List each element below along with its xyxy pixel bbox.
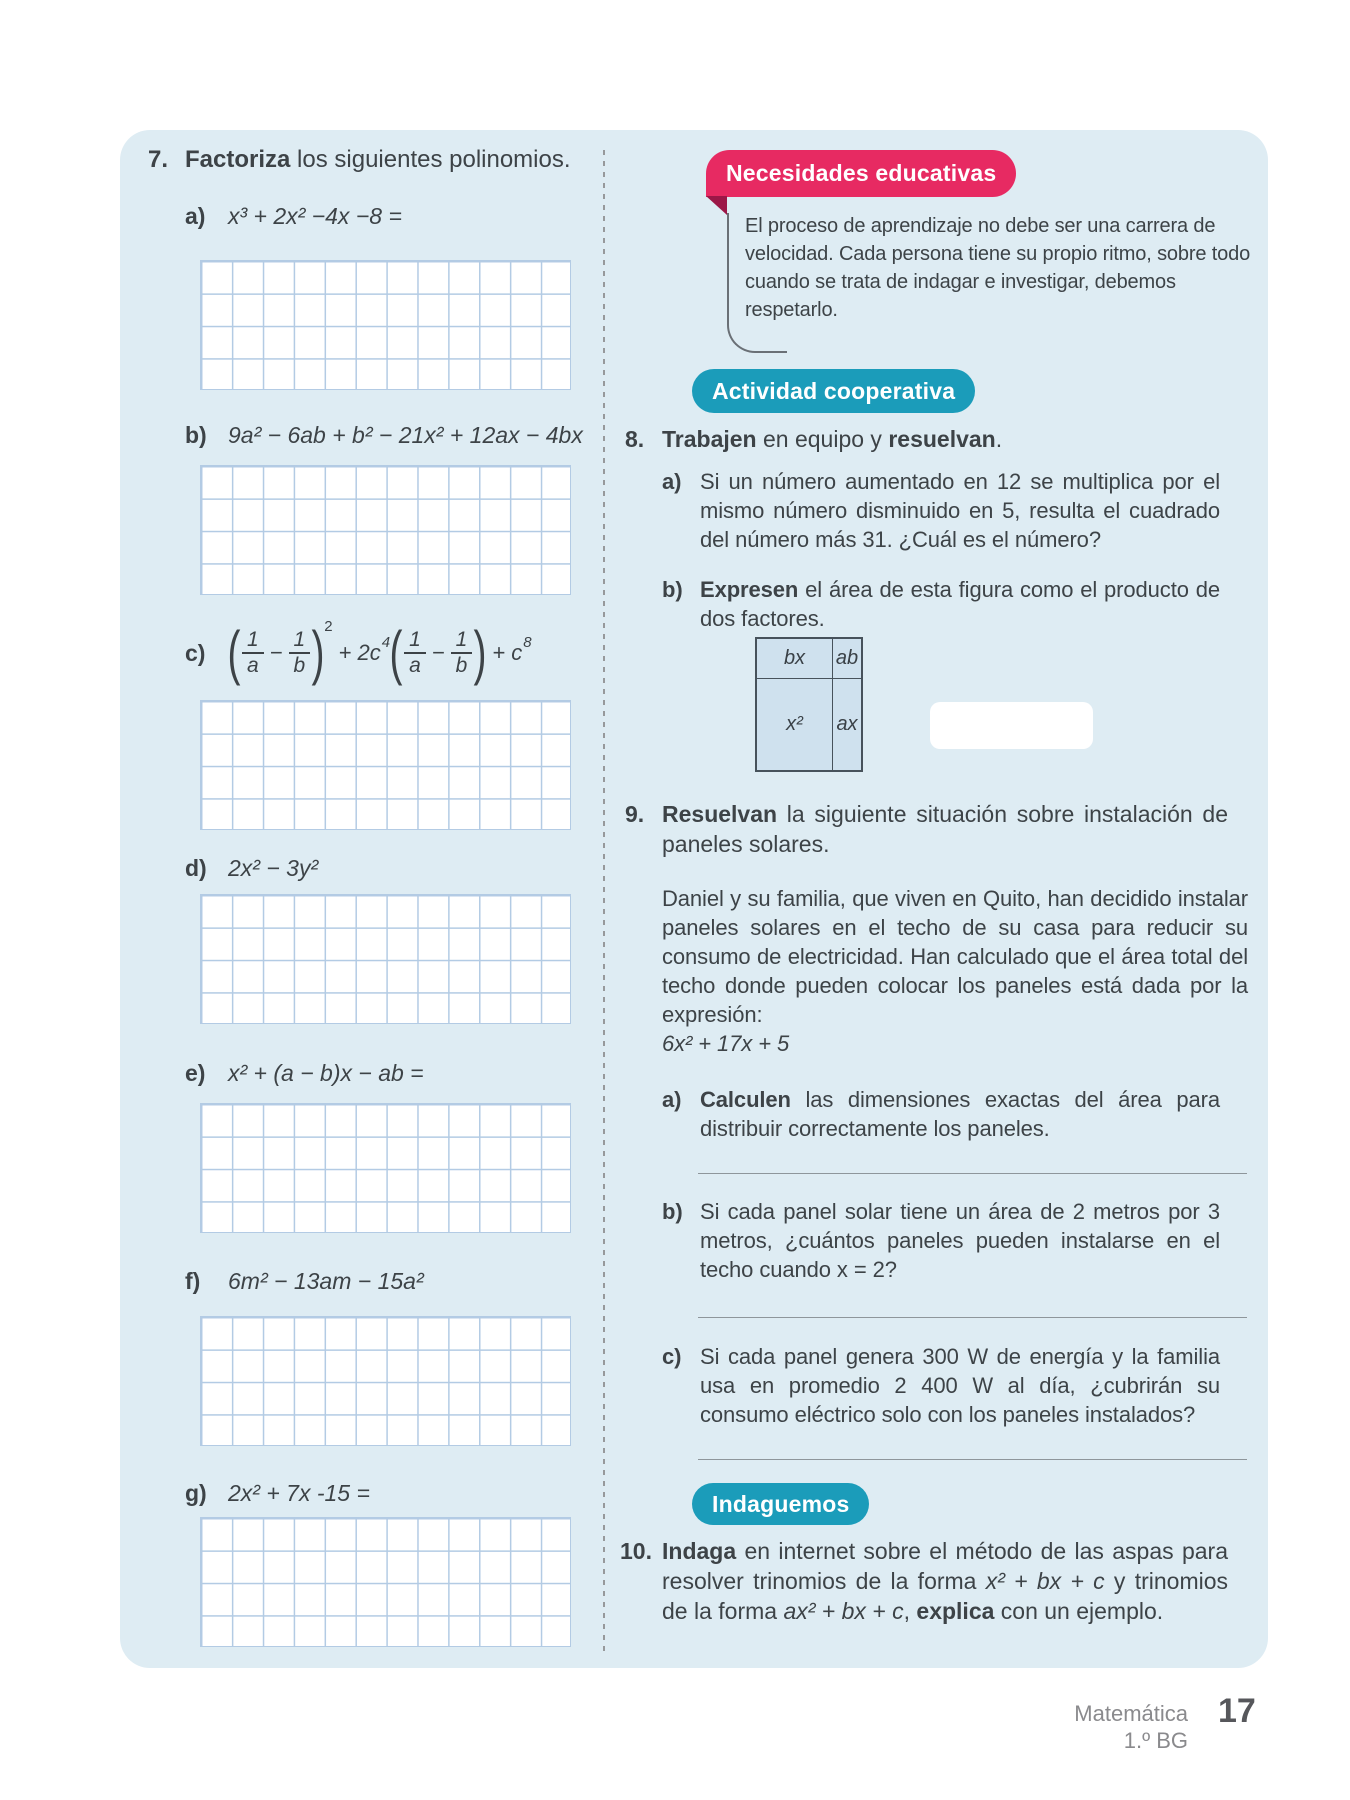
- item-text: Expresen el área de esta figura como el producto de dos factores.: [700, 577, 1220, 631]
- indaguemos-badge: Indaguemos: [692, 1483, 869, 1525]
- item-label: b): [662, 1199, 683, 1224]
- answer-grid-b: [200, 465, 571, 595]
- fraction: $\frac{1}{b}$: [451, 628, 473, 678]
- exercise7-number: 7.: [148, 146, 169, 173]
- exercise8-title: Trabajen en equipo y resuelvan.: [662, 426, 1003, 452]
- item-label: b): [662, 577, 683, 602]
- exercise9-item-b: [662, 1197, 1220, 1284]
- item-label: a): [662, 1087, 682, 1112]
- item-text: Si cada panel genera 300 W de energía y la familia usa en promedio 2 400 W al día, ¿cubrirán su consumo eléctrico solo con los paneles instalados?: [700, 1344, 1220, 1427]
- exercise9-item-c: [662, 1342, 1220, 1429]
- answer-box: [930, 702, 1093, 749]
- answer-grid-d: [200, 894, 571, 1024]
- item-expression: ( $\frac{1}{a}$ − $\frac{1}{b}$ ) $^2$ + 2c $^4$ ( $\frac{1}{a}$ − $\frac{1}{b}$ ) + c $^8$: [227, 617, 532, 686]
- item-label: d): [185, 855, 207, 881]
- item-text: Si cada panel solar tiene un área de 2 metros por 3 metros, ¿cuántos paneles pueden instalarse en el techo cuando x = 2?: [700, 1199, 1220, 1282]
- item-text: Si un número aumentado en 12 se multiplica por el mismo número disminuido en 5, resulta el cuadrado del número más 31. ¿Cuál es el número?: [700, 469, 1220, 552]
- answer-grid-g: [200, 1517, 571, 1647]
- exercise7-item-e: [185, 1060, 424, 1087]
- item-expression: 2x² + 7x -15 =: [228, 1480, 370, 1506]
- exercise9-item-a: [662, 1085, 1220, 1143]
- exercise7-item-g: [185, 1480, 370, 1507]
- exercise9-title: Resuelvan la siguiente situación sobre instalación de paneles solares.: [662, 801, 1228, 857]
- answer-grid-e: [200, 1103, 571, 1233]
- exercise7-item-d: [185, 855, 318, 882]
- item-label: c): [185, 639, 206, 666]
- answer-line-3: [698, 1459, 1247, 1460]
- needs-badge: Necesidades educativas: [706, 150, 1016, 197]
- exercise9-number: 9.: [625, 801, 645, 827]
- exercise10-number: 10.: [620, 1538, 652, 1564]
- figure-cell-bx: bx: [757, 639, 833, 679]
- close-paren: ): [311, 619, 325, 686]
- item-expression: x² + (a − b)x − ab =: [228, 1060, 424, 1086]
- exercise10: [620, 1536, 1228, 1626]
- item-expression: 9a² − 6ab + b² − 21x² + 12ax − 4bx: [228, 422, 583, 448]
- item-label: g): [185, 1480, 207, 1506]
- exercise7-heading: [148, 146, 608, 174]
- exercise7-item-f: [185, 1268, 424, 1295]
- exercise8-heading: [625, 424, 1228, 454]
- fraction: $\frac{1}{a}$: [404, 628, 426, 678]
- area-figure: [755, 637, 863, 772]
- footer-label: [1000, 1700, 1188, 1754]
- exercise8-number: 8.: [625, 426, 645, 452]
- exercise7-item-b: [185, 422, 583, 449]
- exercise9-expression: 6x² + 17x + 5: [662, 1031, 790, 1056]
- coop-badge: Actividad cooperativa: [692, 369, 975, 413]
- close-paren: ): [473, 619, 487, 686]
- figure-cell-ax: ax: [836, 713, 858, 735]
- item-expression: x³ + 2x² −4x −8 =: [228, 203, 402, 229]
- answer-line-2: [698, 1317, 1247, 1318]
- exercise9-heading: [625, 799, 1228, 859]
- page-number: 17: [1218, 1692, 1256, 1730]
- item-label: b): [185, 422, 207, 448]
- exercise10-text: Indaga en internet sobre el método de las aspas para resolver trinomios de la forma x² + bx + c y trinomios de la forma ax² + bx + c, explica con un ejemplo.: [662, 1538, 1229, 1624]
- figure-cell-x2: x²: [757, 679, 833, 770]
- figure-cell-ab: ab: [833, 639, 861, 679]
- answer-grid-f: [200, 1316, 571, 1446]
- open-paren: (: [227, 619, 241, 686]
- item-label: e): [185, 1060, 206, 1086]
- item-label: a): [662, 469, 682, 494]
- fraction: $\frac{1}{b}$: [289, 628, 311, 678]
- exercise7-item-c: [185, 608, 532, 698]
- answer-line-1: [698, 1173, 1247, 1174]
- item-expression: 6m² − 13am − 15a²: [228, 1268, 424, 1294]
- needs-text: El proceso de aprendizaje no debe ser una carrera de velocidad. Cada persona tiene su propio ritmo, sobre todo cuando se trata de indagar e investigar, debemos respetarlo.: [745, 215, 1251, 321]
- exercise8-item-b: [662, 575, 1220, 633]
- item-expression: 2x² − 3y²: [228, 855, 319, 881]
- exercise8-item-a: [662, 467, 1220, 554]
- footer-subject: Matemática: [1074, 1701, 1188, 1726]
- exercise7-item-a: [185, 203, 402, 230]
- exercise9-paragraph: Daniel y su familia, que viven en Quito, han decidido instalar paneles solares en el techo de su casa para reducir su consumo de electricidad. Han calculado que el área total del techo donde pueden colocar los paneles está dada por la expresión: 6x² + 17x + 5: [662, 886, 1248, 1056]
- exercise7-title: Factoriza los siguientes polinomios.: [185, 146, 571, 173]
- open-paren: (: [389, 619, 403, 686]
- item-label: c): [662, 1344, 682, 1369]
- item-text: Calculen las dimensiones exactas del área para distribuir correctamente los paneles.: [700, 1087, 1220, 1141]
- fraction: $\frac{1}{a}$: [242, 628, 264, 678]
- column-divider: [603, 150, 605, 1655]
- item-label: a): [185, 203, 206, 229]
- footer-grade: 1.º BG: [1123, 1728, 1188, 1753]
- item-label: f): [185, 1268, 201, 1294]
- answer-grid-c: [200, 700, 571, 830]
- answer-grid-a: [200, 260, 571, 390]
